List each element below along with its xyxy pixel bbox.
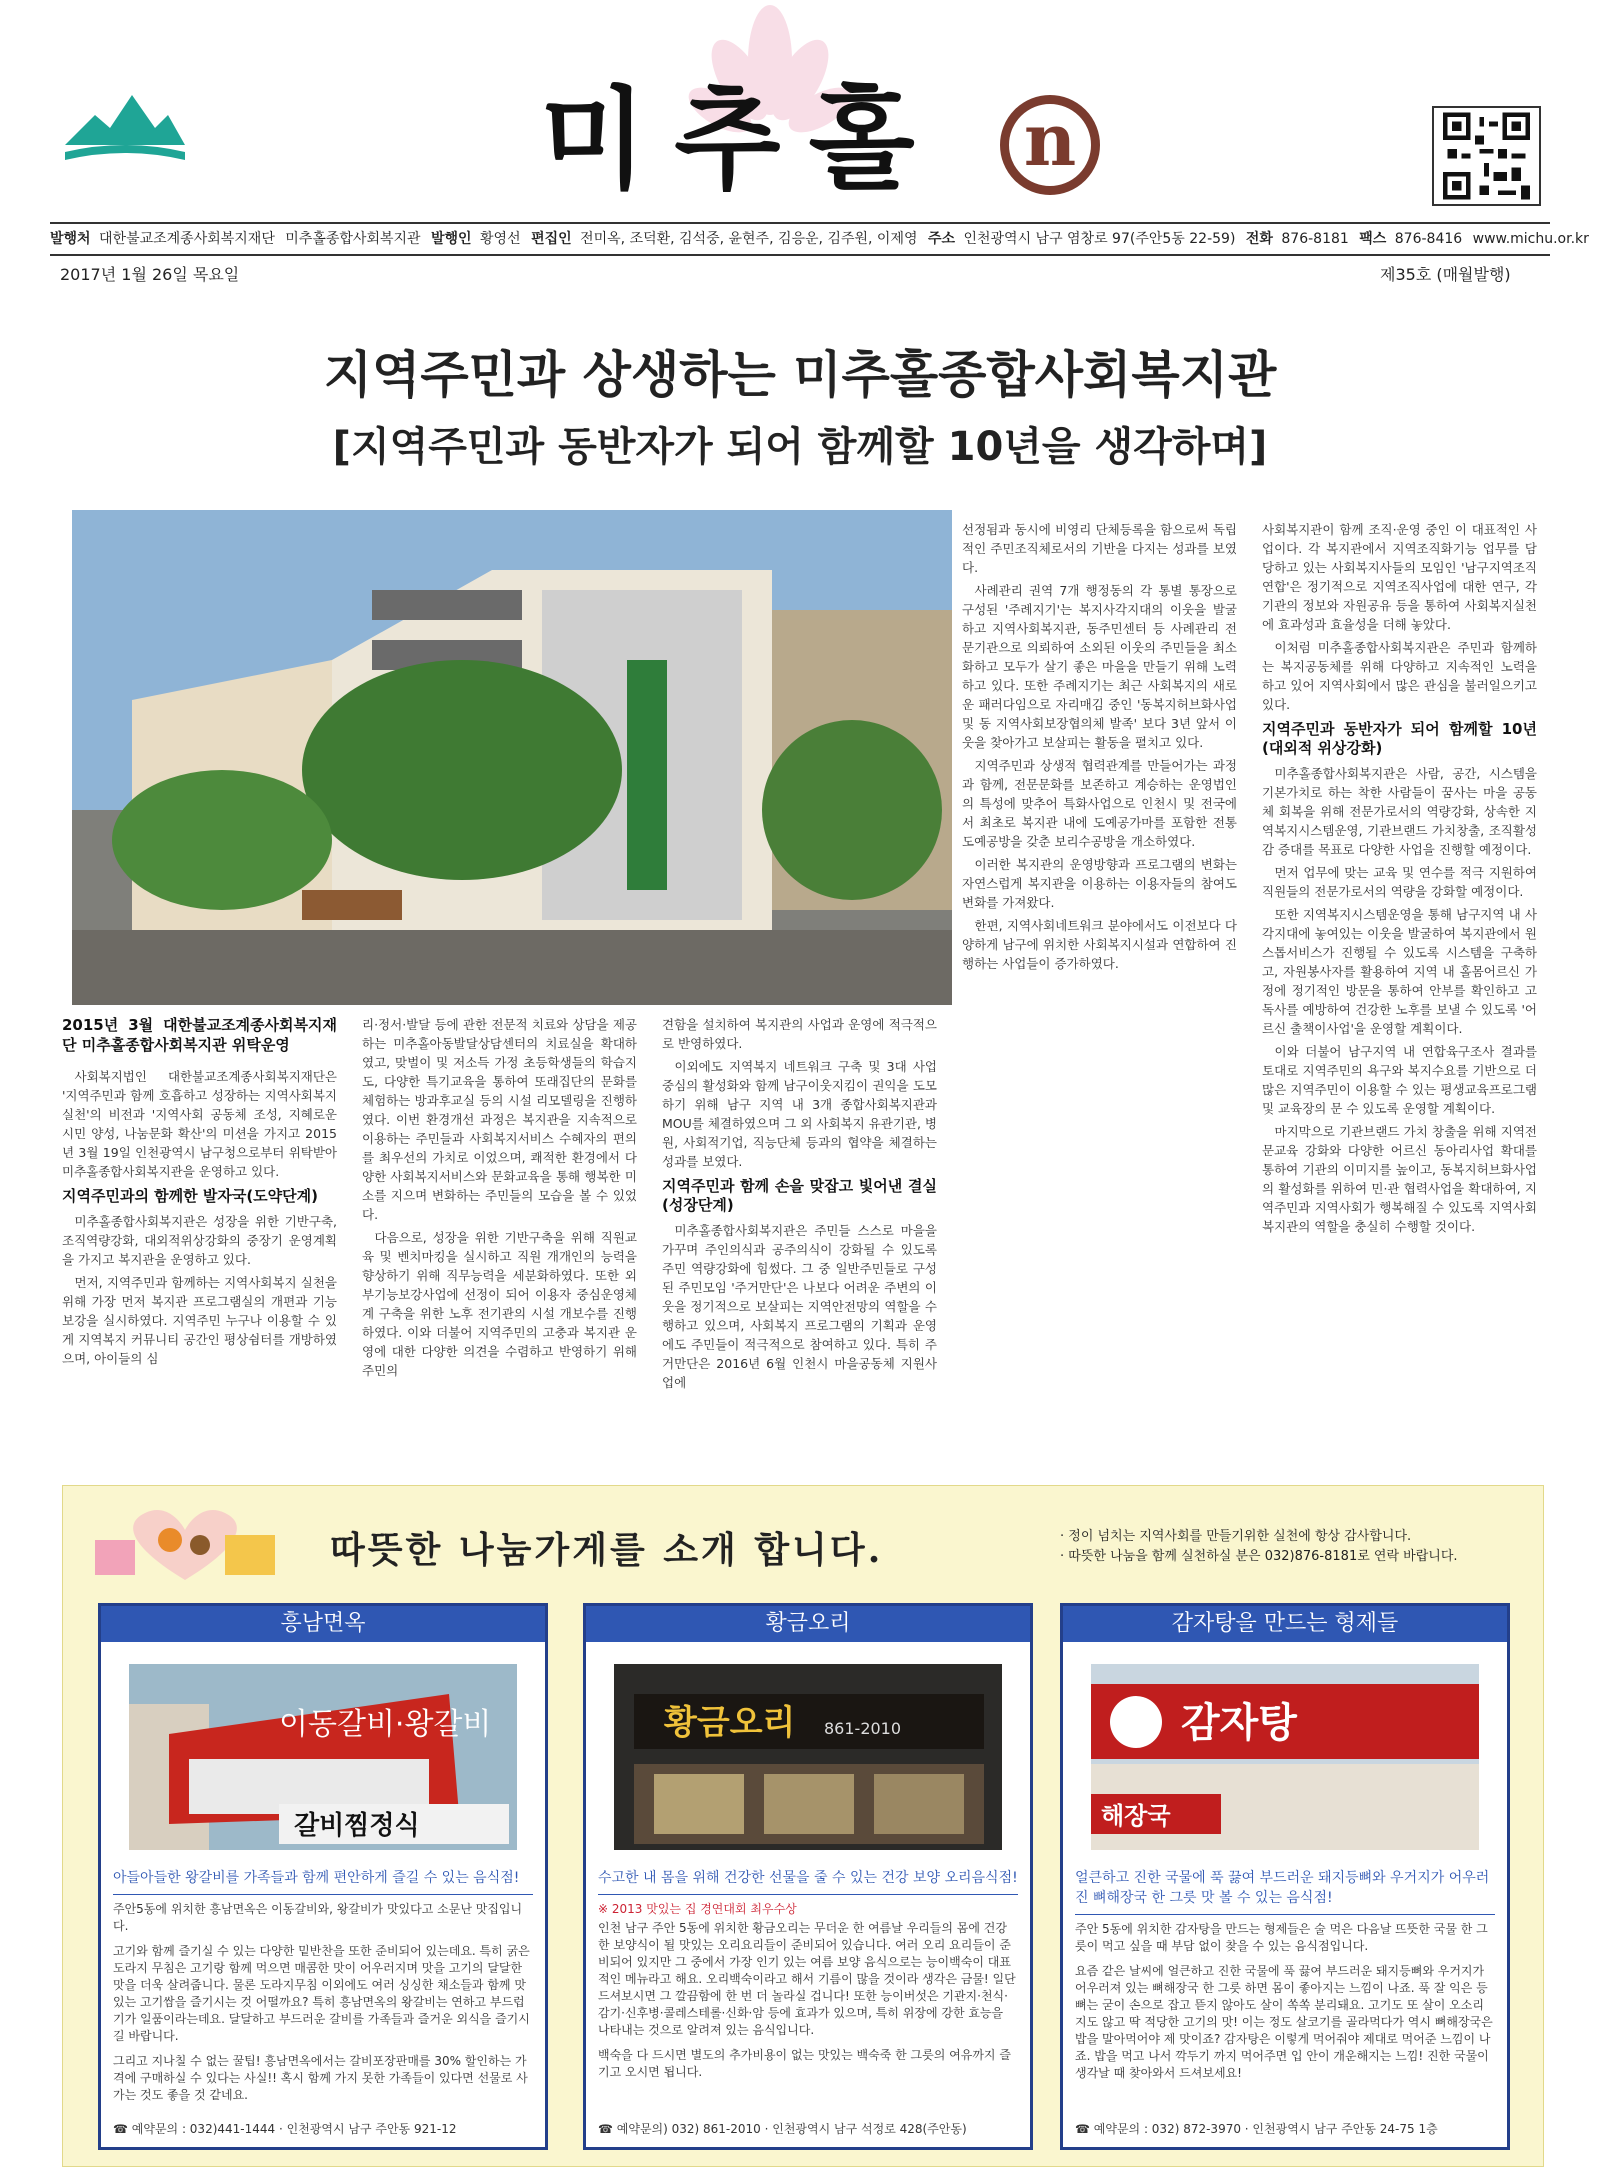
paragraph: 다음으로, 성장을 위한 기반구축을 위해 직원교육 및 벤치마킹을 실시하고 직원 개개인의 능력을 향상하기 위해 직무능력을 세분화하였다. 또한 외부기능보강사업에 선정이 되어 이용자 중심운영체계 구축을 위한 노후 전기관의 시설 개보수를 진행하였다. 이와 더불어 지역주민의 고충과 복지관 운영에 대한 다양한 의견을 수렴하고 반영하기 위해 주민의 bbox=[362, 1230, 637, 1378]
paragraph: 미추홀종합사회복지관은 성장을 위한 기반구축, 조직역량강화, 대외적위상강화의 중장기 운영계획을 가지고 복지관을 운영하고 있다. bbox=[62, 1214, 337, 1267]
fax-label: 팩스 bbox=[1359, 231, 1387, 247]
restaurant-exterior-image bbox=[129, 1664, 517, 1850]
paragraph: 사회복지관이 함께 조직·운영 중인 이 대표적인 사업이다. 각 복지관에서 지역조직화기능 업무를 담당하고 있는 사회복지사들의 모임인 '남구지역조직연합'은 정기적으로 지역조직사업에 대한 연구, 각 기관의 정보와 자원공유 등을 통하여 사회복지실천에 효과성과 효율성을 더해 놓았다. bbox=[1262, 522, 1537, 632]
ad-note-line: · 정이 넘치는 지역사회를 만들기위한 실천에 항상 감사합니다. bbox=[1060, 1529, 1412, 1544]
paragraph: 주안 5동에 위치한 감자탕을 만드는 형제들은 술 먹은 다음날 뜨뜻한 국물 한 그릇이 먹고 싶을 때 부담 없이 찾을 수 있는 음식점입니다. bbox=[1075, 1922, 1488, 1953]
article-column-1 bbox=[62, 1015, 337, 1460]
article-column-5 bbox=[1262, 520, 1537, 1460]
article-subheadline: [지역주민과 동반자가 되어 함께할 10년을 생각하며] bbox=[332, 424, 1268, 470]
award-note: ※ 2013 맛있는 집 경연대회 최우수상 bbox=[598, 1902, 797, 1916]
store-name: 황금오리 bbox=[586, 1606, 1030, 1642]
section-heading: 지역주민과의 함께한 발자국(도약단계) bbox=[62, 1187, 318, 1205]
paragraph: 선정됨과 동시에 비영리 단체등록을 함으로써 독립적인 주민조직체로서의 기반을 다지는 성과를 보였다. bbox=[962, 522, 1237, 575]
paragraph: 이러한 복지관의 운영방향과 프로그램의 변화는 자연스럽게 복지관을 이용하는 이용자들의 참여도 변화를 가져왔다. bbox=[962, 857, 1237, 910]
paragraph: 이외에도 지역복지 네트워크 구축 및 3대 사업 중심의 활성화와 함께 남구이웃지킴이 권익을 도모하기 위해 남구 지역 내 3개 종합사회복지관과 MOU를 체결하였으며 그 외 사회복지 유관기관, 병원, 사회적기업, 직능단체 등과의 협약을 체결하는 성과를 보였다. bbox=[662, 1059, 937, 1169]
paragraph: 사회복지법인 대한불교조계종사회복지재단은 '지역주민과 함께 호흡하고 성장하는 지역사회복지 실천'의 비전과 '지역사회 공동체 조성, 지혜로운 시민 양성, 나눔문화 확산'의 미션을 가지고 2015년 3월 19일 인천광역시 남구청으로부터 위탁받아 미추홀종합사회복지관을 운영하고 있다. bbox=[62, 1069, 337, 1179]
ad-note-line: · 따뜻한 나눔을 함께 실천하실 분은 032)876-8181로 연락 바랍니다. bbox=[1060, 1549, 1458, 1564]
phone-label: 전화 bbox=[1245, 231, 1273, 247]
store-sign-text: 861-2010 bbox=[824, 1719, 902, 1738]
ad-note bbox=[1060, 1527, 1458, 1567]
store-name: 감자탕을 만드는 형제들 bbox=[1063, 1606, 1507, 1642]
paragraph: 먼저 업무에 맞는 교육 및 연수를 적극 지원하여 직원들의 전문가로서의 역량을 강화할 예정이다. bbox=[1262, 865, 1537, 899]
paragraph: 마지막으로 기관브랜드 가치 창출을 위해 지역전문교육 강화와 다양한 어르신 동아리사업 확대를 통하여 기관의 이미지를 높이고, 동복지허브화사업의 활성화를 위하여 민·관 협력사업을 확대하여, 지역주민과 지역사회가 행복해질 수 있도록 지역사회복지관의 역할을 충실히 수행할 것이다. bbox=[1262, 1124, 1537, 1234]
welfare-center-building-photo bbox=[72, 510, 952, 1005]
article-column-3 bbox=[662, 1015, 937, 1460]
store-photo bbox=[129, 1664, 517, 1850]
paragraph: 미추홀종합사회복지관은 사람, 공간, 시스템을 기본가치로 하는 착한 사람들이 꿈사는 마을 공동체 회복을 위해 전문가로서의 역량강화, 상속한 지역복지시스템운영, 기관브랜드 가치창출, 조직활성감 증대를 목표로 다양한 사업을 진행할 예정이다. bbox=[1262, 766, 1537, 857]
paragraph: 고기와 함께 즐기실 수 있는 다양한 밑반찬을 또한 준비되어 있는데요. 특히 굵은 도라지 무침은 고기랑 함께 먹으면 매콤한 맛이 어우러지며 맛을 고기의 달달한 맛을 더욱 살려줍니다. 물론 도라지무침 이외에도 여러 싱싱한 채소들과 함께 맛있는 고기쌈을 즐기시는 것 어떨까요? 특히 흥남면옥의 왕갈비는 연하고 부드럽기가 일품이라는데요. 달달하고 부드러운 갈비를 가족들과 즐거운 외식을 즐기시길 바랍니다. bbox=[113, 1944, 530, 2043]
phone-value: 876-8181 bbox=[1281, 231, 1349, 247]
paragraph: 요즘 같은 날씨에 얼큰하고 진한 국물에 푹 끓여 부드러운 돼지등뼈와 우거지가 어우러져 있는 뼈해장국 한 그릇 하면 몸이 좋아지는 느낌이 나죠. 푹 잘 익은 등뼈는 굳이 손으로 잡고 뜯지 않아도 살이 쏙쏙 분리돼요. 고기도 또 살이 오소리지도 않고 딱 적당한 고기의 맛! 이는 정도 살코기를 골라먹다가 역시 뼈해장국은 밥을 말아먹어야 제 맛이죠? 감자탕은 이렇게 먹어줘야 제대로 먹어준 느낌이 나죠. 밥을 먹고 나서 깍두기 까지 먹어주면 입 안이 개운해지는 느낌! 진한 국물이 생각날 때 찾아와서 드셔보세요! bbox=[1075, 1964, 1493, 2080]
store-card-gamjatang-brothers[interactable] bbox=[1060, 1603, 1510, 2150]
paragraph: 사례관리 권역 7개 행정동의 각 통별 통장으로 구성된 '주례지기'는 복지사각지대의 이웃을 발굴하고 지역사회복지관, 동주민센터 등 사례관리 전문기관으로 의뢰하여 소외된 이웃의 주민들을 최소화하고 모두가 살기 좋은 마을을 만들기 위해 노력하고 있다. 또한 주례지기는 최근 사회복지의 새로운 패러다임으로 자리매김 중인 '동복지허브화사업 및 동 지역사회보장협의체 발족' 보다 3년 앞서 이웃을 찾아가고 보살피는 활동을 펼치고 있다. bbox=[962, 583, 1237, 750]
store-name: 흥남면옥 bbox=[101, 1606, 545, 1642]
store-description bbox=[1075, 1921, 1495, 2082]
paragraph: 백숙을 다 드시면 별도의 추가비용이 없는 맛있는 백숙죽 한 그릇의 여유까지 즐기고 오시면 됩니다. bbox=[598, 2048, 1011, 2079]
store-tagline: 수고한 내 몸을 위해 건강한 선물을 줄 수 있는 건강 보양 오리음식점! bbox=[598, 1868, 1018, 1895]
edition-mark: n bbox=[1000, 95, 1100, 195]
store-card-heungnam[interactable] bbox=[98, 1603, 548, 2150]
store-sign-text: 감자탕 bbox=[1181, 1700, 1297, 1746]
address-value: 인천광역시 남구 염창로 97(주안5동 22-59) bbox=[963, 231, 1236, 247]
website-link[interactable]: www.michu.or.kr bbox=[1472, 231, 1589, 247]
paragraph: 주안5동에 위치한 흥남면옥은 이동갈비와, 왕갈비가 맛있다고 소문난 맛집입니다. bbox=[113, 1902, 523, 1933]
store-contact: ☎ 예약문의 : 032) 872-3970 · 인천광역시 남구 주안동 24-75 1층 bbox=[1075, 2122, 1438, 2136]
store-sign-text: 해장국 bbox=[1101, 1802, 1171, 1830]
paragraph: 이처럼 미추홀종합사회복지관은 주민과 함께하는 복지공동체를 위해 다양하고 지속적인 노력을 하고 있어 지역사회에서 많은 관심을 불러일으키고 있다. bbox=[1262, 640, 1537, 712]
store-photo bbox=[1091, 1664, 1479, 1850]
masthead-info-bar bbox=[50, 222, 1589, 256]
store-card-hwanggeum-ori[interactable] bbox=[583, 1603, 1033, 2150]
newspaper-title: 미추홀 bbox=[540, 75, 943, 204]
store-photo bbox=[614, 1664, 1002, 1850]
article-column-2 bbox=[362, 1015, 637, 1460]
paragraph: 또한 지역복지시스템운영을 통해 남구지역 내 사각지대에 놓여있는 이웃을 발굴하여 복지관에서 원스톱서비스가 진행될 수 있도록 시스템을 구축하고, 자원봉사자를 활용하여 지역 내 홀몸어르신 가정에 정기적인 방문을 통하여 안부를 확인하고 고독사를 예방하여 건강한 노후를 보낼 수 있도록 '어르신 출책이사업'을 운영할 계획이다. bbox=[1262, 907, 1537, 1036]
paragraph: 견함을 설치하여 복지관의 사업과 운영에 적극적으로 반영하였다. bbox=[662, 1017, 937, 1051]
store-tagline: 얼큰하고 진한 국물에 푹 끓여 부드러운 돼지등뼈와 우거지가 어우러진 뼈해장국 한 그릇 맛 볼 수 있는 음식점! bbox=[1075, 1868, 1495, 1915]
section-heading: 지역주민과 동반자가 되어 함께할 10년 (대외적 위상강화) bbox=[1262, 720, 1537, 757]
store-sign-text: 갈비찜정식 bbox=[294, 1811, 420, 1841]
gift-hearts-illustration bbox=[75, 1495, 295, 1590]
issuer-label: 발행인 bbox=[431, 231, 472, 247]
store-description bbox=[113, 1901, 533, 2104]
paragraph: 한편, 지역사회네트워크 분야에서도 이전보다 다양하게 남구에 위치한 사회복지시설과 연합하여 진행하는 사업들이 증가하였다. bbox=[962, 918, 1237, 971]
store-description bbox=[598, 1901, 1018, 2081]
fax-value: 876-8416 bbox=[1394, 231, 1463, 247]
qr-code-icon[interactable] bbox=[1432, 106, 1541, 206]
ad-title: 따뜻한 나눔가게를 소개 합니다. bbox=[330, 1529, 884, 1571]
paragraph: 이와 더불어 남구지역 내 연합육구조사 결과를 토대로 지역주민의 욕구와 복지수요를 기반으로 더 많은 지역주민이 이용할 수 있는 평생교육프로그램 및 교육장의 문 수 있도록 운영할 계획이다. bbox=[1262, 1044, 1537, 1116]
section-heading: 지역주민과 함께 손을 맞잡고 빛어낸 결실(성장단계) bbox=[662, 1177, 937, 1214]
store-contact: ☎ 예약문의) 032) 861-2010 · 인천광역시 남구 석정로 428(주안동) bbox=[598, 2122, 967, 2136]
paragraph: 그리고 지나칠 수 없는 꿀팁! 흥남면옥에서는 갈비포장판매를 30% 할인하는 가격에 구매하실 수 있다는 사실!! 혹시 함께 가지 못한 가족들이 있다면 선물로 사가는 것도 좋을 것 같네요. bbox=[113, 2054, 528, 2102]
issue-date: 2017년 1월 26일 목요일 bbox=[60, 265, 240, 284]
issuer-name: 황영선 bbox=[480, 231, 521, 247]
store-contact: ☎ 예약문의 : 032)441-1444 · 인천광역시 남구 주안동 921-12 bbox=[113, 2122, 457, 2136]
paragraph: 먼저, 지역주민과 함께하는 지역사회복지 실천을 위해 가장 먼저 복지관 프로그램실의 개편과 기능보강을 실시하였다. 지역주민 누구나 이용할 수 있게 지역복지 커뮤니티 공간인 평상쉼터를 개방하였으며, 아이들의 심 bbox=[62, 1275, 337, 1366]
restaurant-exterior-image bbox=[1091, 1664, 1479, 1850]
restaurant-exterior-image bbox=[614, 1664, 1002, 1850]
store-tagline: 아들아들한 왕갈비를 가족들과 함께 편안하게 즐길 수 있는 음식점! bbox=[113, 1868, 533, 1895]
editor-names: 전미옥, 조덕환, 김석중, 윤현주, 김응운, 김주원, 이제영 bbox=[580, 231, 918, 247]
store-sign-text: 이동갈비·왕갈비 bbox=[279, 1707, 492, 1742]
paragraph: 리·정서·발달 등에 관한 전문적 치료와 상담을 제공하는 미추홀아동발달상담센터의 치료실을 확대하였고, 맞벌이 및 저소득 가정 초등학생들의 학습지도, 다양한 특기교육을 통하여 또래집단의 문화를 체험하는 방과후교실 등의 시설 리모델링을 진행하였다. 이번 환경개선 과정은 복지관을 지속적으로 이용하는 주민들과 사회복지서비스 수혜자의 편의를 최우선의 가치로 이었으며, 쾌적한 환경에서 다양한 사회복지서비스와 문화교육을 통해 행복한 미소를 지으며 변화하는 주민들의 모습을 볼 수 있었다. bbox=[362, 1017, 637, 1222]
publisher-name: 대한불교조계종사회복지재단 bbox=[99, 231, 275, 247]
address-label: 주소 bbox=[927, 231, 956, 247]
paragraph: 미추홀종합사회복지관은 주민들 스스로 마을을 가꾸며 주인의식과 공주의식이 강화될 수 있도록 주민 역량강화에 힘썼다. 그 중 일반주민들로 구성된 주민모임 '주거만단'은 나보다 어려운 주변의 이웃을 정기적으로 보살피는 지역안전망의 역할을 수행하고 있으며, 사회복지 프로그램의 기획과 운영에도 주민들이 적극적으로 참여하고 있다. 특히 주거만단은 2016년 6월 인천시 마을공동체 지원사업에 bbox=[662, 1223, 937, 1390]
editor-label: 편집인 bbox=[531, 231, 572, 247]
paragraph: 인천 남구 주안 5동에 위치한 황금오리는 무더운 한 여름날 우리들의 몸에 건강한 보양식이 될 맛있는 오리요리들이 준비되어 있습니다. 여러 오리 요리들이 준비되어 있지만 그 중에서 가장 인기 있는 여름 보양 음식으로는 능이백숙이 대표적인 메뉴라고 해요. 오리백숙이라고 해서 기름이 많을 것이라 생각은 금물! 일단 드셔보시면 그 깔끔함에 한 번 더 놀라실 겁니다! 또한 능이버섯은 기관지·천식·감기·신후병·콜레스테롤·신화·암 등에 효과가 있으며, 특히 위장에 강한 효능을 나타내는 것으로 알려져 있는 음식입니다. bbox=[598, 1921, 1016, 2037]
article-column-4 bbox=[962, 520, 1237, 1460]
store-sign-text: 황금오리 bbox=[664, 1703, 796, 1743]
mountain-logo-icon bbox=[60, 90, 190, 180]
publisher-label: 발행처 bbox=[50, 231, 91, 247]
issue-number: 제35호 (매월발행) bbox=[1380, 265, 1511, 284]
article-lead: 2015년 3월 대한불교조계종사회복지재단 미추홀종합사회복지관 위탁운영 bbox=[62, 1016, 337, 1054]
paragraph: 지역주민과 상생적 협력관계를 만들어가는 과정과 함께, 전문문화를 보존하고 계승하는 운영법인의 특성에 맞추어 특화사업으로 인천시 및 전국에서 최초로 복지관 내에 도예공가마를 포함한 전통도예공방을 갖춘 보리수공방을 개소하였다. bbox=[962, 758, 1237, 849]
publisher-sub: 미추홀종합사회복지관 bbox=[285, 231, 421, 247]
article-headline: 지역주민과 상생하는 미추홀종합사회복지관 bbox=[323, 346, 1277, 404]
